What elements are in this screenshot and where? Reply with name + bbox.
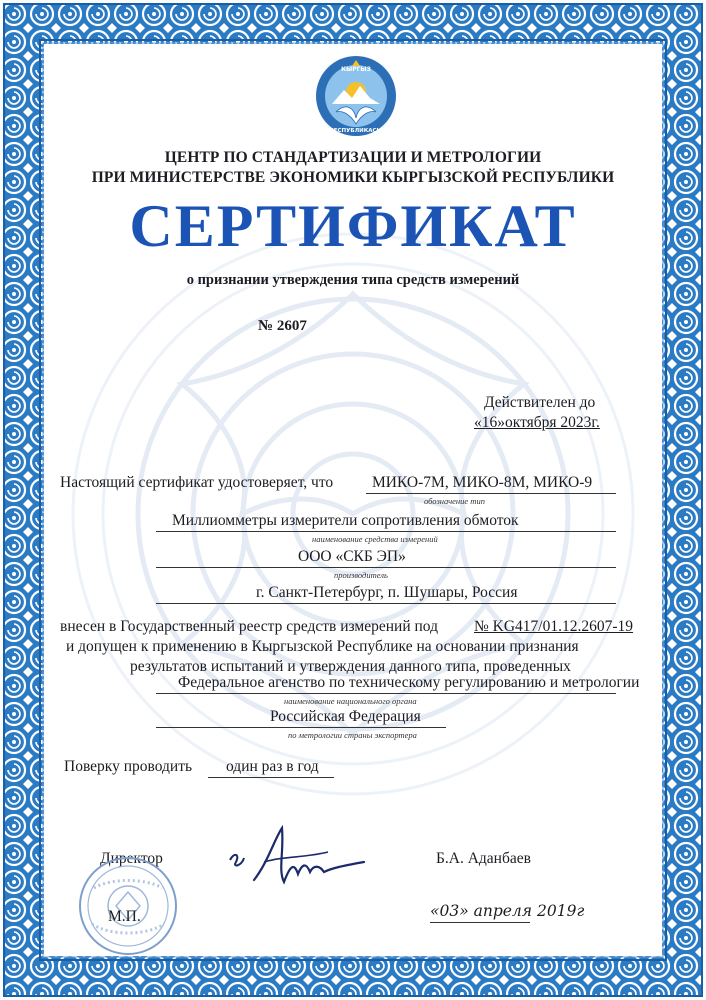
certificate-body xyxy=(44,44,662,956)
manufacturer-underline xyxy=(156,567,616,568)
exporter-underline xyxy=(156,727,446,728)
sign-date-underline xyxy=(430,922,530,923)
type-designation: МИКО-7М, МИКО-8М, МИКО-9 xyxy=(372,474,593,491)
director-label: Директор xyxy=(100,850,163,867)
manufacturer-location: г. Санкт-Петербург, п. Шушары, Россия xyxy=(256,584,518,601)
sign-date: «03» апреля 2019г xyxy=(430,902,585,920)
verification-value: один раз в год xyxy=(226,758,319,775)
type-caption: обозначение тип xyxy=(424,496,485,506)
exporter-country: Российская Федерация xyxy=(270,708,421,725)
certifies-label: Настоящий сертификат удостоверяет, что xyxy=(60,474,334,491)
manufacturer: ООО «СКБ ЭП» xyxy=(298,548,406,565)
instrument-caption: наименование средства измерений xyxy=(312,534,438,544)
results-text: результатов испытаний и утверждения данного типа, проведенных xyxy=(130,658,571,675)
registry-text: внесен в Государственный реестр средств измерений под xyxy=(60,618,438,635)
national-body-caption: наименование национального органа xyxy=(284,696,417,706)
official-seal xyxy=(70,848,182,956)
exporter-caption: по метрологии страны экспортера xyxy=(288,730,417,740)
location-underline xyxy=(156,603,616,604)
admitted-text: и допущен к применению в Кыргызской Республике на основании признания xyxy=(66,638,579,655)
certificate-subtitle: о признании утверждения типа средств измерений xyxy=(186,272,520,288)
certificate-number: № 2607 xyxy=(258,318,307,334)
verification-underline xyxy=(208,777,334,778)
verification-label: Поверку проводить xyxy=(64,758,193,775)
valid-until-date: «16»октября 2023г. xyxy=(474,414,600,431)
type-underline xyxy=(366,493,616,494)
svg-text:КЫРГЫЗ: КЫРГЫЗ xyxy=(341,66,371,73)
director-signature xyxy=(224,822,374,892)
kyrgyz-emblem-icon xyxy=(314,54,398,138)
organization-line-1: ЦЕНТР ПО СТАНДАРТИЗАЦИИ И МЕТРОЛОГИИ xyxy=(164,149,542,166)
svg-text:РЕСПУБЛИКАСЫ: РЕСПУБЛИКАСЫ xyxy=(329,128,383,134)
valid-until-label: Действителен до xyxy=(484,394,596,411)
national-body: Федеральное агенство по техническому регулированию и метрологии xyxy=(178,674,640,691)
stamp-label: М.П. xyxy=(108,908,141,925)
director-name: Б.А. Аданбаев xyxy=(436,850,531,867)
registry-number: № KG417/01.12.2607-19 xyxy=(474,618,634,635)
manufacturer-caption: производитель xyxy=(334,570,388,580)
national-body-underline xyxy=(156,693,616,694)
organization-line-2: ПРИ МИНИСТЕРСТВЕ ЭКОНОМИКИ КЫРГЫЗСКОЙ РЕСПУБЛИКИ xyxy=(91,169,615,186)
instrument-name: Миллиомметры измерители сопротивления обмоток xyxy=(172,512,519,529)
certificate-title: СЕРТИФИКАТ xyxy=(129,193,577,259)
instrument-underline xyxy=(156,531,616,532)
